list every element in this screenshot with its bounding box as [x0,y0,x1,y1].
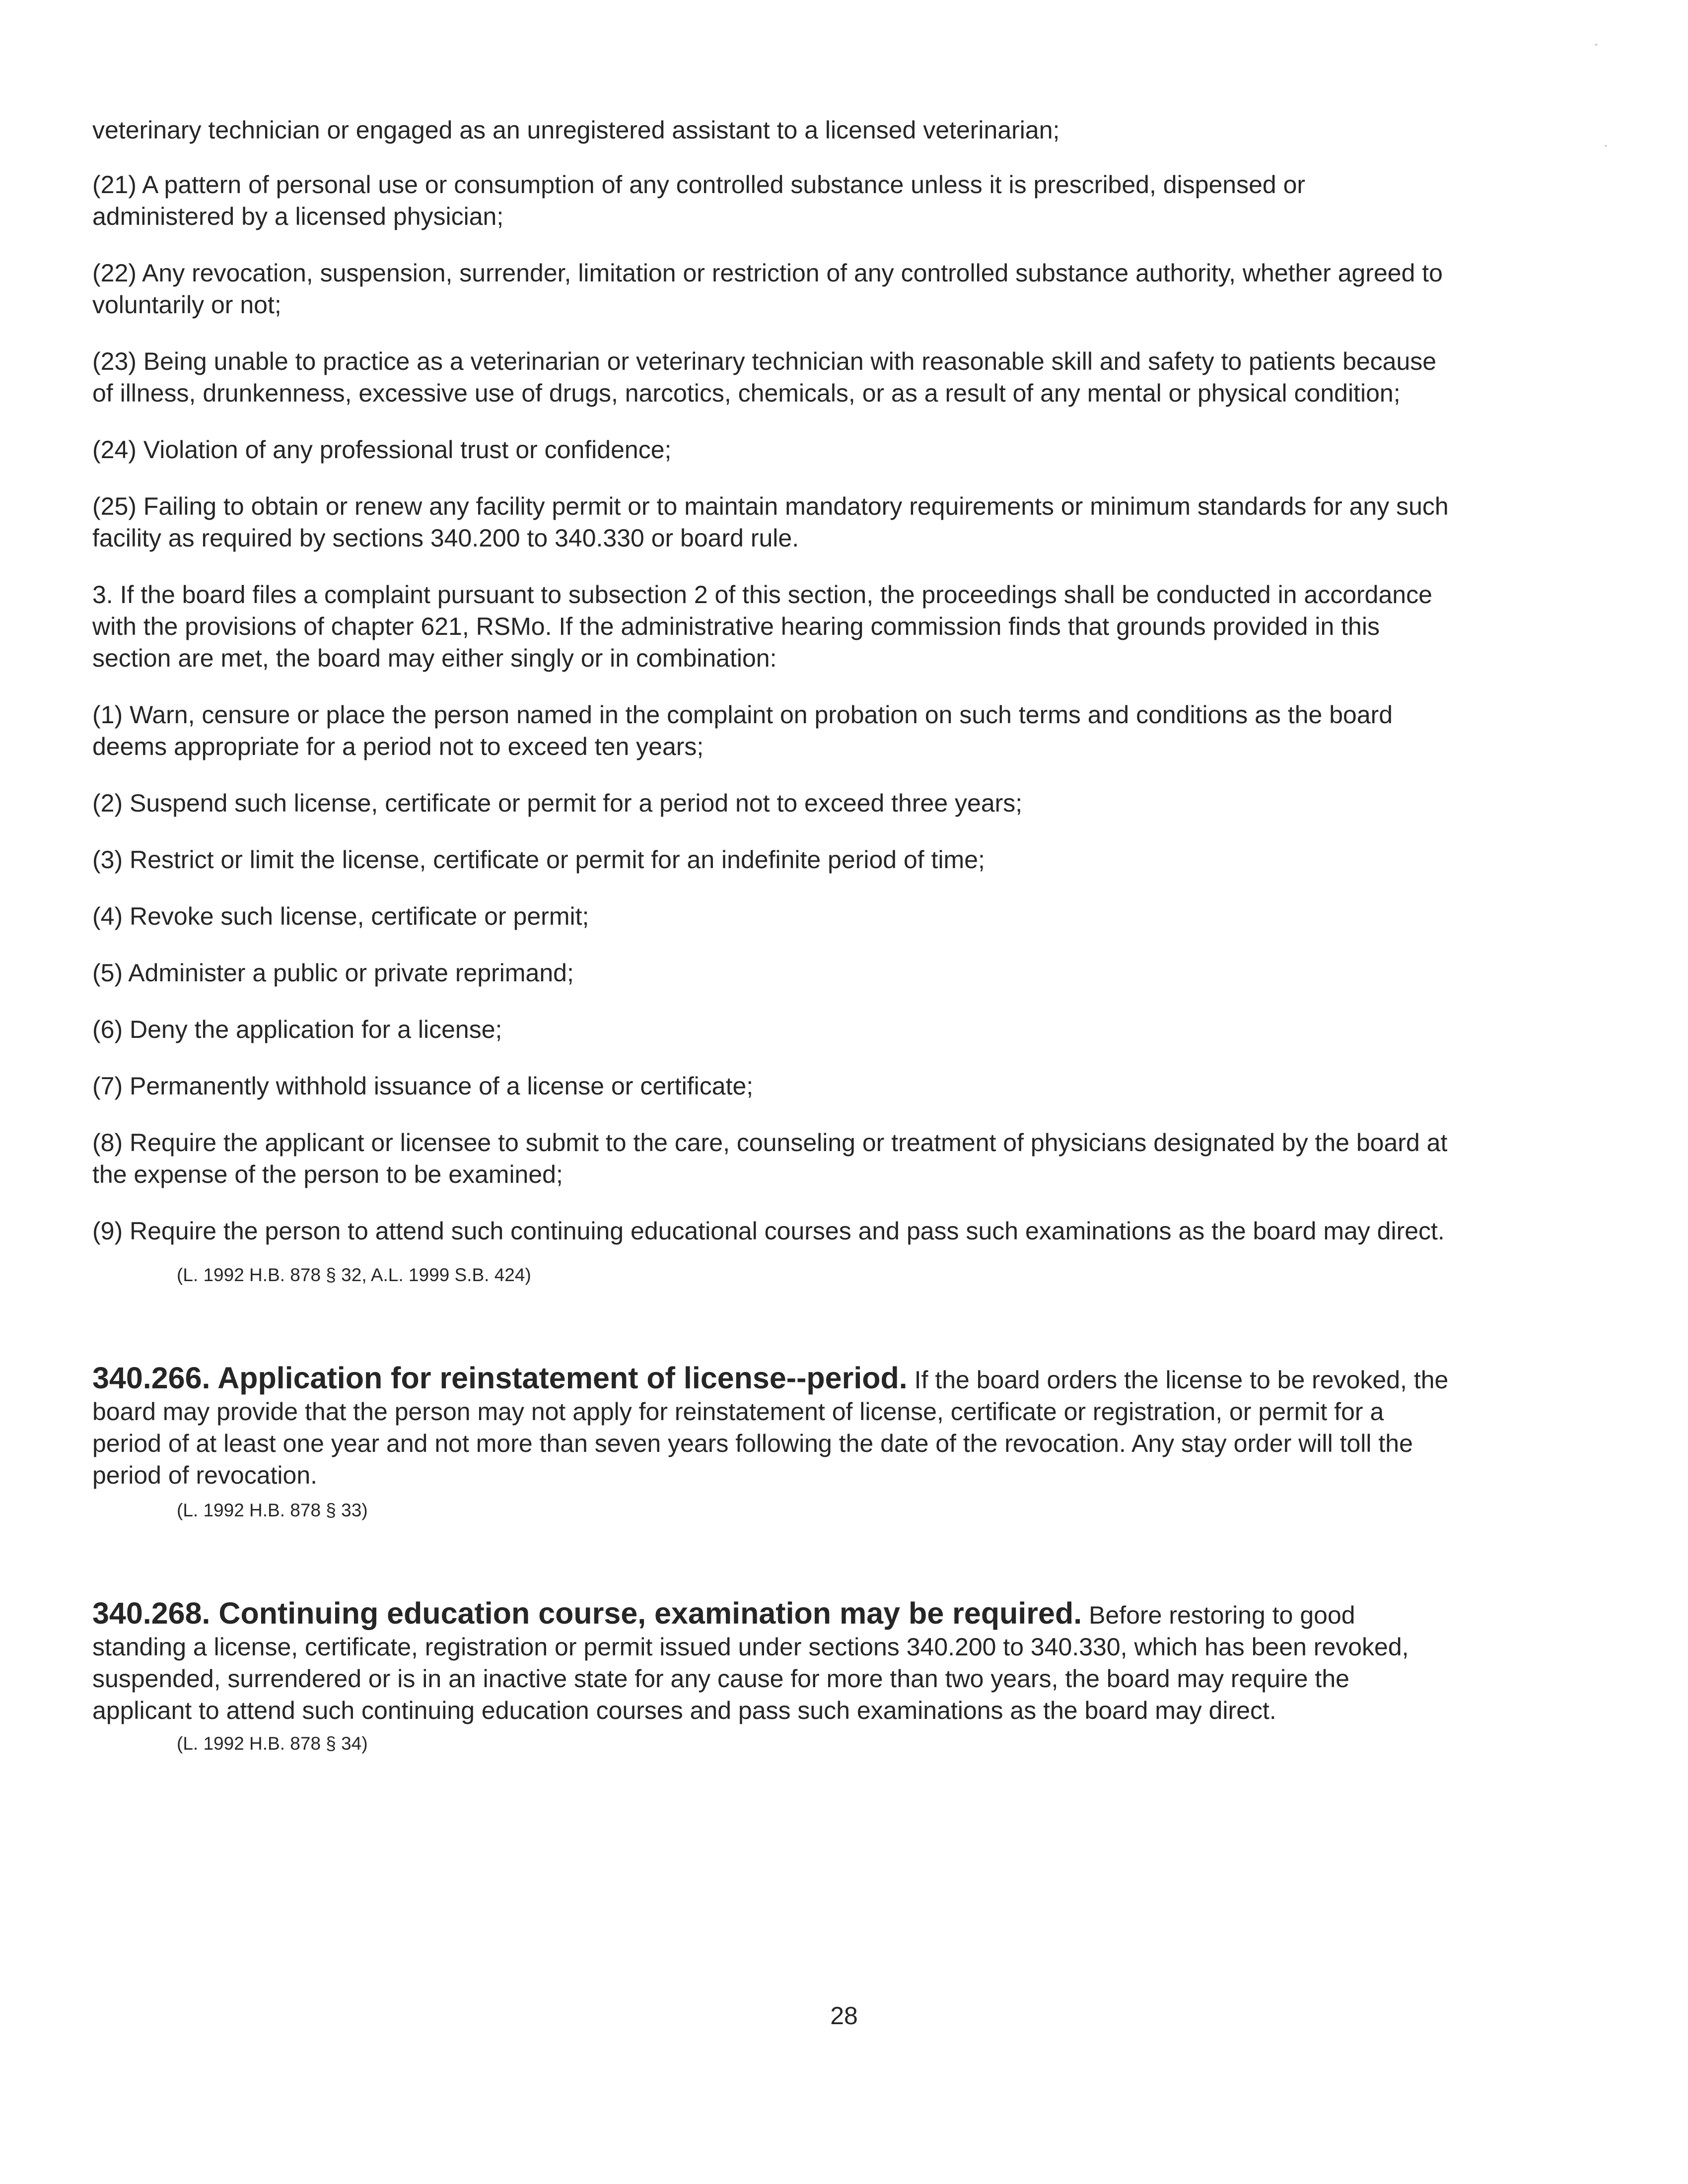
subsection-3-paragraph: 3. If the board files a complaint pursuant to subsection 2 of this section, the proceedings shall be conducted in accordance with the provisions of chapter 621, RSMo. If the administrative hearing commission finds that grounds provided in this section are met, the board may either singly or in combination: [92,581,1432,672]
section-body: Before restoring to good standing a license, certificate, registration or permit issued under sections 340.200 to 340.330, which has been revoked, suspended, surrendered or is in an inactive state for any cause for more than two years, the board may require the applicant to attend such continuing education courses and pass such examinations as the board may direct. [92,1601,1409,1724]
document-body [92,114,1453,1756]
remedy-item-5: (5) Administer a public or private reprimand; [92,959,574,987]
remedy-item-2: (2) Suspend such license, certificate or permit for a period not to exceed three years; [92,789,1023,817]
section-heading: 340.268. Continuing education course, examination may be required. [92,1596,1082,1630]
section-340-268 [92,1597,1453,1726]
remedy-item-9: (9) Require the person to attend such continuing educational courses and pass such examinations as the board may direct. [92,1217,1445,1245]
history-citation: (L. 1992 H.B. 878 § 33) [177,1500,368,1520]
history-citation: (L. 1992 H.B. 878 § 32, A.L. 1999 S.B. 424) [177,1265,531,1285]
list-item-25: (25) Failing to obtain or renew any facility permit or to maintain mandatory requirements or minimum standards for any such facility as required by sections 340.200 to 340.330 or board rule. [92,492,1449,552]
section-heading: 340.266. Application for reinstatement of license--period. [92,1361,908,1395]
list-item-22: (22) Any revocation, suspension, surrender, limitation or restriction of any controlled substance authority, whether agreed to voluntarily or not; [92,259,1443,319]
scan-speck [1595,44,1598,46]
remedy-item-7: (7) Permanently withhold issuance of a license or certificate; [92,1072,754,1100]
remedy-item-4: (4) Revoke such license, certificate or permit; [92,902,589,930]
remedy-item-8: (8) Require the applicant or licensee to submit to the care, counseling or treatment of physicians designated by the board at the expense of the person to be examined; [92,1129,1448,1188]
remedy-item-6: (6) Deny the application for a license; [92,1016,502,1043]
remedy-item-1: (1) Warn, censure or place the person named in the complaint on probation on such terms and conditions as the board deems appropriate for a period not to exceed ten years; [92,701,1393,760]
section-340-266 [92,1362,1453,1491]
scan-speck [1605,145,1607,147]
page-number: 28 [830,2002,858,2030]
remedy-item-3: (3) Restrict or limit the license, certificate or permit for an indefinite period of time; [92,846,985,874]
list-item-21: (21) A pattern of personal use or consumption of any controlled substance unless it is prescribed, dispensed or administered by a licensed physician; [92,171,1306,230]
continuation-paragraph: veterinary technician or engaged as an unregistered assistant to a licensed veterinarian; [92,116,1060,144]
list-item-24: (24) Violation of any professional trust or confidence; [92,436,672,464]
history-citation: (L. 1992 H.B. 878 § 34) [177,1733,368,1754]
list-item-23: (23) Being unable to practice as a veterinarian or veterinary technician with reasonable skill and safety to patients because of illness, drunkenness, excessive use of drugs, narcotics, chemicals, or as a result of any mental or physical condition; [92,347,1437,407]
section-body: If the board orders the license to be revoked, the board may provide that the person may not apply for reinstatement of license, certificate or registration, or permit for a period of at least one year and not more than seven years following the date of the revocation. Any stay order will toll the period of revocation. [92,1366,1449,1489]
